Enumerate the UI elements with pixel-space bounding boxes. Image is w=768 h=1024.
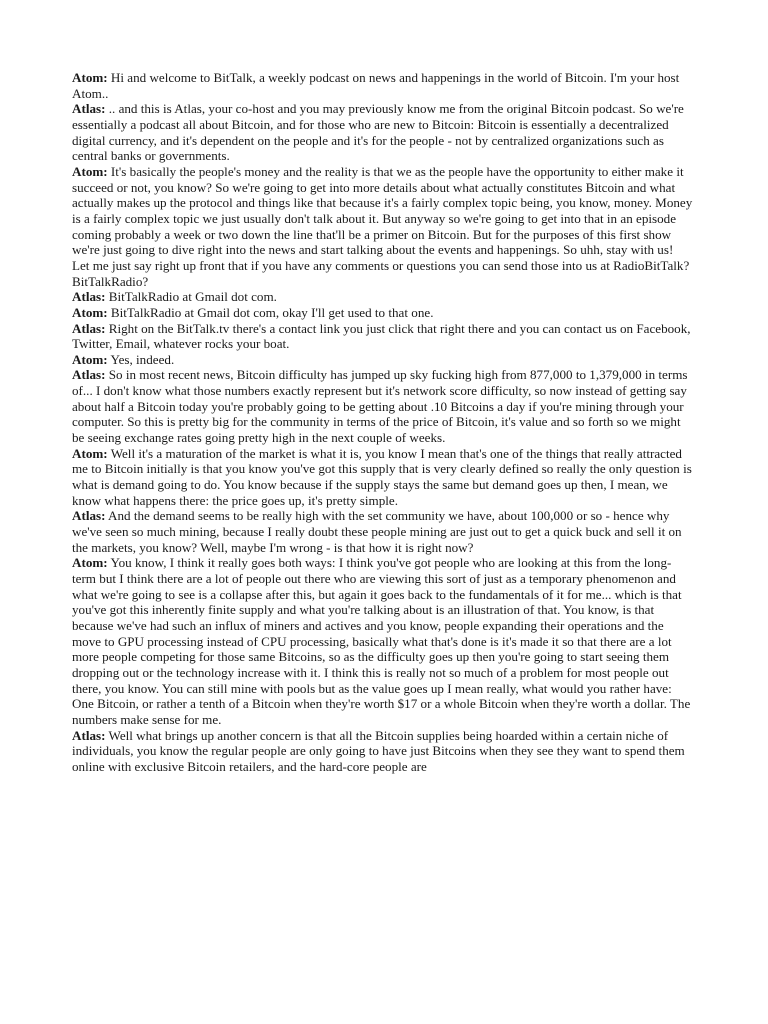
speech-text: BitTalkRadio at Gmail dot com.: [108, 289, 277, 305]
speaker-name: Atlas:: [72, 508, 106, 524]
speaker-name: Atlas:: [72, 367, 106, 383]
speech-text: BitTalkRadio at Gmail dot com, okay I'll get used to that one.: [110, 304, 434, 320]
speaker-name: Atlas:: [72, 101, 106, 117]
speech-text: Hi and welcome to BitTalk, a weekly podcast on news and happenings in the world of Bitcoin. I'm your host Atom..: [72, 70, 680, 101]
transcript-turn: [72, 352, 694, 368]
transcript-turn: [72, 70, 694, 101]
speaker-name: Atom:: [72, 70, 108, 85]
speech-text: So in most recent news, Bitcoin difficulty has jumped up sky fucking high from 877,000 to 1,379,000 in terms of... I don't know what those numbers exactly represent but it's network score difficulty, so now instead of getting say about half a Bitcoin today you're probably going to be getting about .10 Bitcoins a day if you're mining through your computer. So this is pretty big for the community in terms of the price of Bitcoin, it's value and so forth so we might be seeing exchange rates going pretty high in the next couple of weeks.: [72, 367, 688, 446]
speaker-name: Atlas:: [72, 727, 106, 743]
speaker-name: Atom:: [72, 163, 108, 179]
speech-text: And the demand seems to be really high with the set community we have, about 100,000 or so - hence why we've seen so much mining, because I really doubt these people mining are just out to get a quick buck and sell it on the markets, you know? Well, maybe I'm wrong - is that how it is right now?: [72, 508, 682, 555]
transcript-turn: [72, 728, 694, 775]
transcript-turn: [72, 508, 694, 555]
transcript-turn: [72, 289, 694, 305]
speaker-name: Atom:: [72, 445, 108, 461]
transcript-page: [72, 70, 694, 775]
speaker-name: Atlas:: [72, 289, 106, 305]
speech-text: You know, I think it really goes both ways: I think you've got people who are looking at this from the long-term but I think there are a lot of people out there who are viewing this sort of just as a temporary phenomenon and what we're going to see is a collapse after this, but again it goes back to the fundamentals of it for me... which is that you've got this inherently finite supply and what you're talking about is an illustration of that. You know, is that because we've had such an influx of miners and actives and you know, people expanding their operations and the move to GPU processing instead of CPU processing, basically what that's done is it's made it so that there are a lot more people competing for those same Bitcoins, so as the difficulty goes up then you're going to start seeing them dropping out or the technology increase with it. I think this is really not so much of a problem for most people out there, you know. You can still mine with pools but as the value goes up I mean really, what would you rather have: One Bitcoin, or rather a tenth of a Bitcoin when they're worth $17 or a whole Bitcoin when they're worth a dollar. The numbers make sense for me.: [72, 555, 691, 727]
speech-text: Well it's a maturation of the market is what it is, you know I mean that's one of the things that really attracted me to Bitcoin initially is that you know you've got this supply that is very clearly defined so really the only question is what is demand going to do. You know because if the supply stays the same but demand goes up then, I mean, we know what happens there: the price goes up, it's pretty simple.: [72, 445, 692, 508]
speaker-name: Atom:: [72, 304, 108, 320]
transcript-turn: [72, 164, 694, 289]
speech-text: Right on the BitTalk.tv there's a contact link you just click that right there and you can contact us on Facebook, Twitter, Email, whatever rocks your boat.: [72, 320, 691, 352]
transcript-turn: [72, 446, 694, 509]
speaker-name: Atom:: [72, 351, 108, 367]
transcript-turn: [72, 555, 694, 727]
transcript-turn: [72, 321, 694, 352]
transcript-turn: [72, 367, 694, 445]
transcript-turn: [72, 305, 694, 321]
transcript-turn: [72, 101, 694, 164]
speech-text: .. and this is Atlas, your co-host and you may previously know me from the original Bitcoin podcast. So we're essentially a podcast all about Bitcoin, and for those who are new to Bitcoin: Bitcoin is essentially a decentralized digital currency, and it's dependent on the people and it's for the people - not by centralized organizations such as central banks or governments.: [72, 101, 684, 164]
speech-text: Well what brings up another concern is that all the Bitcoin supplies being hoarded within a certain niche of individuals, you know the regular people are only going to have just Bitcoins when they see they want to spend them online with exclusive Bitcoin retailers, and the hard-core people are: [72, 727, 685, 774]
speech-text: It's basically the people's money and the reality is that we as the people have the opportunity to either make it succeed or not, you know? So we're going to get into more details about what actually constitutes Bitcoin and what actually makes up the protocol and things like that because it's a fairly complex topic being, you know, money. Money is a fairly complex topic we just usually don't talk about it. But anyway so we're going to get into that in an episode coming probably a week or two down the line that'll be a primer on Bitcoin. But for the purposes of this first show we're just going to dive right into the news and start talking about the events and happenings. So uhh, stay with us! Let me just say right up front that if you have any comments or questions you can send those into us at RadioBitTalk? BitTalkRadio?: [72, 163, 693, 289]
speaker-name: Atom:: [72, 555, 108, 571]
speaker-name: Atlas:: [72, 320, 106, 336]
speech-text: Yes, indeed.: [110, 351, 175, 367]
